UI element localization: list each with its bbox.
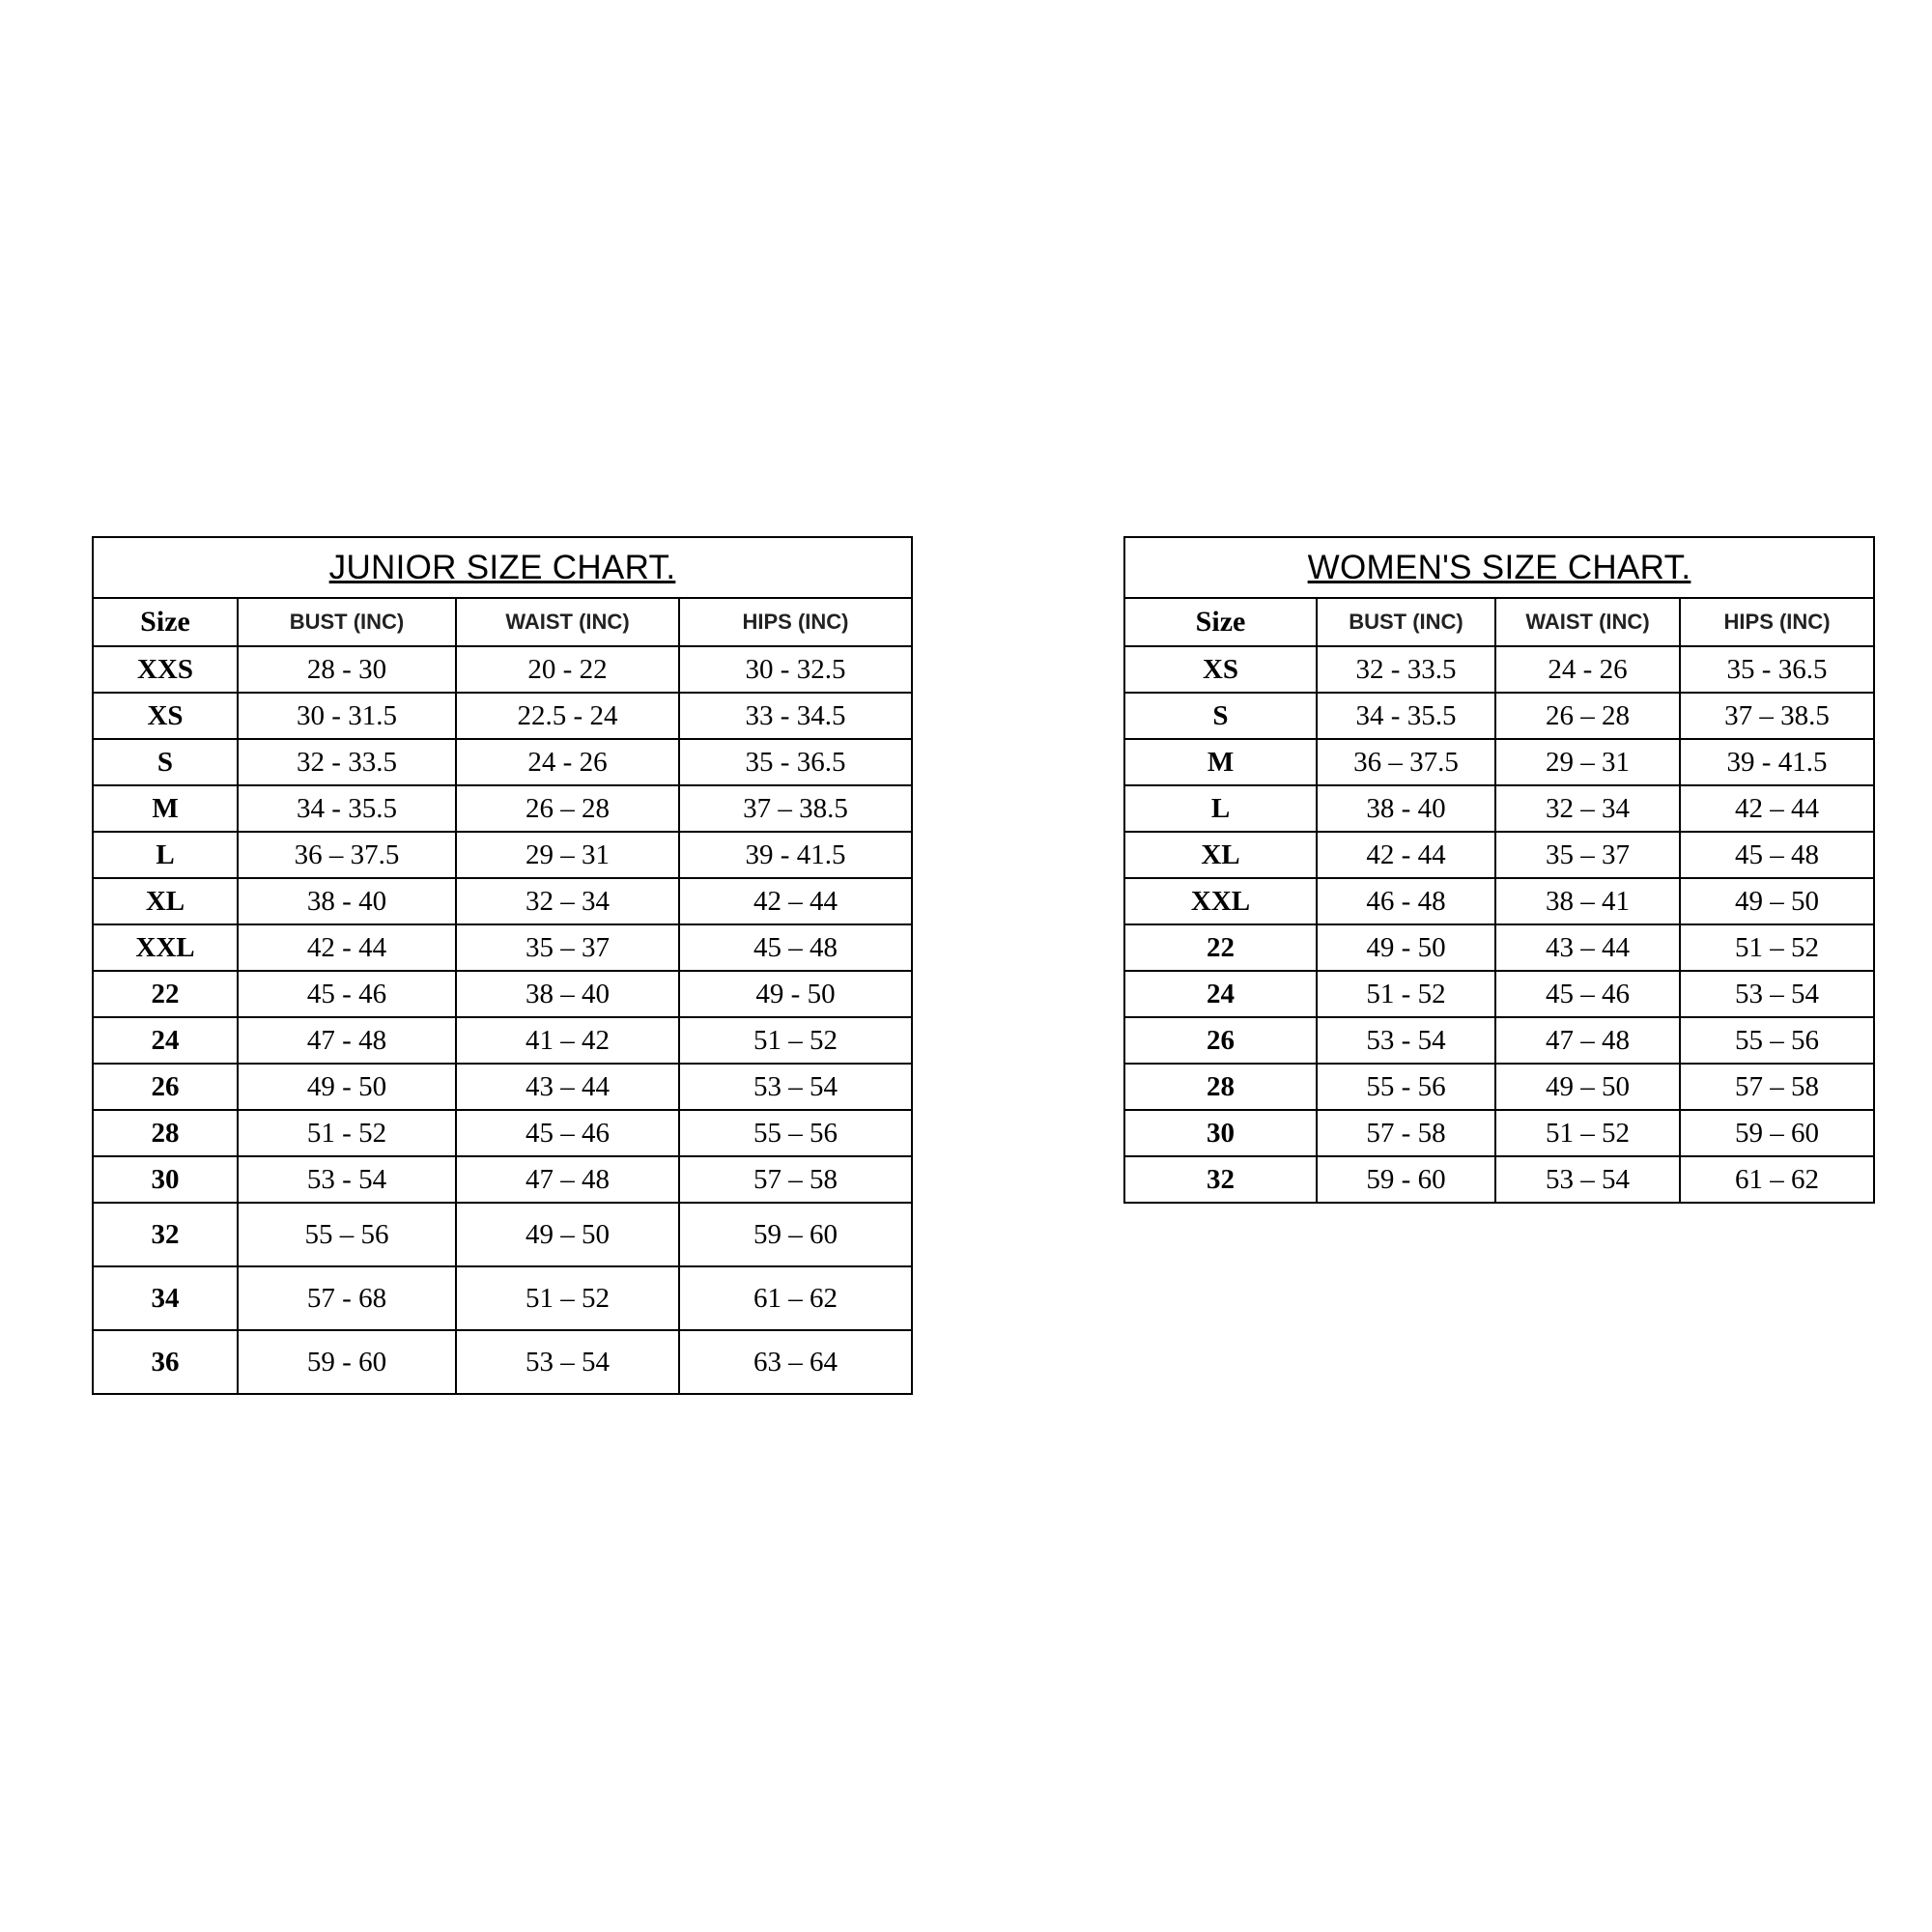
table-row xyxy=(93,646,912,693)
womens-header-hips: HIPS (INC) xyxy=(1680,598,1874,646)
size-cell: M xyxy=(1124,739,1317,785)
junior-header-waist: WAIST (INC) xyxy=(456,598,679,646)
hips-cell: 59 – 60 xyxy=(679,1203,912,1266)
size-cell: L xyxy=(93,832,238,878)
bust-cell: 30 - 31.5 xyxy=(238,693,456,739)
bust-cell: 34 - 35.5 xyxy=(238,785,456,832)
womens-chart-title: WOMEN'S SIZE CHART. xyxy=(1124,537,1874,598)
waist-cell: 32 – 34 xyxy=(456,878,679,924)
bust-cell: 57 - 68 xyxy=(238,1266,456,1330)
hips-cell: 57 – 58 xyxy=(679,1156,912,1203)
junior-size-chart xyxy=(92,536,913,1395)
waist-cell: 32 – 34 xyxy=(1495,785,1680,832)
waist-cell: 51 – 52 xyxy=(1495,1110,1680,1156)
size-cell: 26 xyxy=(93,1064,238,1110)
size-cell: S xyxy=(1124,693,1317,739)
hips-cell: 42 – 44 xyxy=(1680,785,1874,832)
hips-cell: 37 – 38.5 xyxy=(1680,693,1874,739)
size-cell: 34 xyxy=(93,1266,238,1330)
table-row xyxy=(93,971,912,1017)
hips-cell: 30 - 32.5 xyxy=(679,646,912,693)
bust-cell: 36 – 37.5 xyxy=(1317,739,1495,785)
table-row xyxy=(93,1110,912,1156)
waist-cell: 43 – 44 xyxy=(1495,924,1680,971)
hips-cell: 35 - 36.5 xyxy=(1680,646,1874,693)
size-cell: 26 xyxy=(1124,1017,1317,1064)
size-cell: 32 xyxy=(1124,1156,1317,1203)
hips-cell: 37 – 38.5 xyxy=(679,785,912,832)
bust-cell: 57 - 58 xyxy=(1317,1110,1495,1156)
size-cell: 24 xyxy=(1124,971,1317,1017)
hips-cell: 63 – 64 xyxy=(679,1330,912,1394)
junior-header-hips: HIPS (INC) xyxy=(679,598,912,646)
waist-cell: 24 - 26 xyxy=(456,739,679,785)
junior-chart-body xyxy=(93,646,912,1394)
bust-cell: 45 - 46 xyxy=(238,971,456,1017)
hips-cell: 35 - 36.5 xyxy=(679,739,912,785)
table-row xyxy=(93,1330,912,1394)
waist-cell: 43 – 44 xyxy=(456,1064,679,1110)
table-row xyxy=(93,785,912,832)
waist-cell: 22.5 - 24 xyxy=(456,693,679,739)
table-row xyxy=(1124,1017,1874,1064)
womens-size-chart xyxy=(1123,536,1875,1204)
bust-cell: 38 - 40 xyxy=(238,878,456,924)
table-row xyxy=(93,924,912,971)
bust-cell: 49 - 50 xyxy=(1317,924,1495,971)
bust-cell: 59 - 60 xyxy=(238,1330,456,1394)
table-row xyxy=(1124,832,1874,878)
table-row xyxy=(1124,878,1874,924)
size-cell: 28 xyxy=(93,1110,238,1156)
size-cell: XXL xyxy=(93,924,238,971)
table-row xyxy=(1124,646,1874,693)
size-cell: XL xyxy=(93,878,238,924)
hips-cell: 53 – 54 xyxy=(1680,971,1874,1017)
table-row xyxy=(93,1156,912,1203)
hips-cell: 49 – 50 xyxy=(1680,878,1874,924)
womens-header-size: Size xyxy=(1124,598,1317,646)
waist-cell: 49 – 50 xyxy=(456,1203,679,1266)
hips-cell: 39 - 41.5 xyxy=(1680,739,1874,785)
bust-cell: 49 - 50 xyxy=(238,1064,456,1110)
hips-cell: 55 – 56 xyxy=(1680,1017,1874,1064)
womens-chart-body xyxy=(1124,646,1874,1203)
size-cell: 30 xyxy=(93,1156,238,1203)
table-row xyxy=(1124,971,1874,1017)
bust-cell: 42 - 44 xyxy=(1317,832,1495,878)
waist-cell: 47 – 48 xyxy=(1495,1017,1680,1064)
size-cell: XS xyxy=(1124,646,1317,693)
table-row xyxy=(1124,1064,1874,1110)
bust-cell: 51 - 52 xyxy=(238,1110,456,1156)
bust-cell: 38 - 40 xyxy=(1317,785,1495,832)
hips-cell: 49 - 50 xyxy=(679,971,912,1017)
womens-header-bust: BUST (INC) xyxy=(1317,598,1495,646)
size-cell: S xyxy=(93,739,238,785)
bust-cell: 42 - 44 xyxy=(238,924,456,971)
size-cell: XS xyxy=(93,693,238,739)
hips-cell: 51 – 52 xyxy=(1680,924,1874,971)
junior-chart-title: JUNIOR SIZE CHART. xyxy=(93,537,912,598)
table-row xyxy=(1124,693,1874,739)
bust-cell: 59 - 60 xyxy=(1317,1156,1495,1203)
hips-cell: 45 – 48 xyxy=(1680,832,1874,878)
table-row xyxy=(93,1266,912,1330)
waist-cell: 35 – 37 xyxy=(1495,832,1680,878)
hips-cell: 61 – 62 xyxy=(679,1266,912,1330)
waist-cell: 26 – 28 xyxy=(456,785,679,832)
bust-cell: 55 – 56 xyxy=(238,1203,456,1266)
table-row xyxy=(1124,1110,1874,1156)
size-cell: 36 xyxy=(93,1330,238,1394)
size-cell: 24 xyxy=(93,1017,238,1064)
waist-cell: 45 – 46 xyxy=(1495,971,1680,1017)
bust-cell: 53 - 54 xyxy=(1317,1017,1495,1064)
table-row xyxy=(93,739,912,785)
waist-cell: 41 – 42 xyxy=(456,1017,679,1064)
table-row xyxy=(1124,924,1874,971)
waist-cell: 24 - 26 xyxy=(1495,646,1680,693)
waist-cell: 35 – 37 xyxy=(456,924,679,971)
bust-cell: 51 - 52 xyxy=(1317,971,1495,1017)
waist-cell: 20 - 22 xyxy=(456,646,679,693)
hips-cell: 57 – 58 xyxy=(1680,1064,1874,1110)
hips-cell: 33 - 34.5 xyxy=(679,693,912,739)
hips-cell: 55 – 56 xyxy=(679,1110,912,1156)
size-cell: 22 xyxy=(1124,924,1317,971)
waist-cell: 53 – 54 xyxy=(1495,1156,1680,1203)
size-cell: XXL xyxy=(1124,878,1317,924)
junior-header-size: Size xyxy=(93,598,238,646)
waist-cell: 47 – 48 xyxy=(456,1156,679,1203)
table-row xyxy=(1124,1156,1874,1203)
hips-cell: 61 – 62 xyxy=(1680,1156,1874,1203)
hips-cell: 53 – 54 xyxy=(679,1064,912,1110)
bust-cell: 28 - 30 xyxy=(238,646,456,693)
hips-cell: 39 - 41.5 xyxy=(679,832,912,878)
waist-cell: 51 – 52 xyxy=(456,1266,679,1330)
table-row xyxy=(93,1203,912,1266)
size-cell: M xyxy=(93,785,238,832)
waist-cell: 45 – 46 xyxy=(456,1110,679,1156)
waist-cell: 29 – 31 xyxy=(1495,739,1680,785)
waist-cell: 29 – 31 xyxy=(456,832,679,878)
bust-cell: 32 - 33.5 xyxy=(238,739,456,785)
bust-cell: 32 - 33.5 xyxy=(1317,646,1495,693)
table-row xyxy=(93,693,912,739)
hips-cell: 42 – 44 xyxy=(679,878,912,924)
hips-cell: 45 – 48 xyxy=(679,924,912,971)
waist-cell: 26 – 28 xyxy=(1495,693,1680,739)
size-cell: 28 xyxy=(1124,1064,1317,1110)
table-row xyxy=(93,832,912,878)
table-row xyxy=(93,1017,912,1064)
size-cell: 22 xyxy=(93,971,238,1017)
table-row xyxy=(1124,739,1874,785)
waist-cell: 53 – 54 xyxy=(456,1330,679,1394)
waist-cell: 49 – 50 xyxy=(1495,1064,1680,1110)
bust-cell: 36 – 37.5 xyxy=(238,832,456,878)
size-cell: XXS xyxy=(93,646,238,693)
waist-cell: 38 – 41 xyxy=(1495,878,1680,924)
bust-cell: 55 - 56 xyxy=(1317,1064,1495,1110)
hips-cell: 51 – 52 xyxy=(679,1017,912,1064)
table-row xyxy=(93,878,912,924)
bust-cell: 47 - 48 xyxy=(238,1017,456,1064)
size-cell: 30 xyxy=(1124,1110,1317,1156)
hips-cell: 59 – 60 xyxy=(1680,1110,1874,1156)
bust-cell: 46 - 48 xyxy=(1317,878,1495,924)
size-cell: 32 xyxy=(93,1203,238,1266)
junior-header-bust: BUST (INC) xyxy=(238,598,456,646)
table-row xyxy=(1124,785,1874,832)
waist-cell: 38 – 40 xyxy=(456,971,679,1017)
bust-cell: 34 - 35.5 xyxy=(1317,693,1495,739)
table-row xyxy=(93,1064,912,1110)
womens-header-waist: WAIST (INC) xyxy=(1495,598,1680,646)
bust-cell: 53 - 54 xyxy=(238,1156,456,1203)
size-cell: XL xyxy=(1124,832,1317,878)
size-cell: L xyxy=(1124,785,1317,832)
